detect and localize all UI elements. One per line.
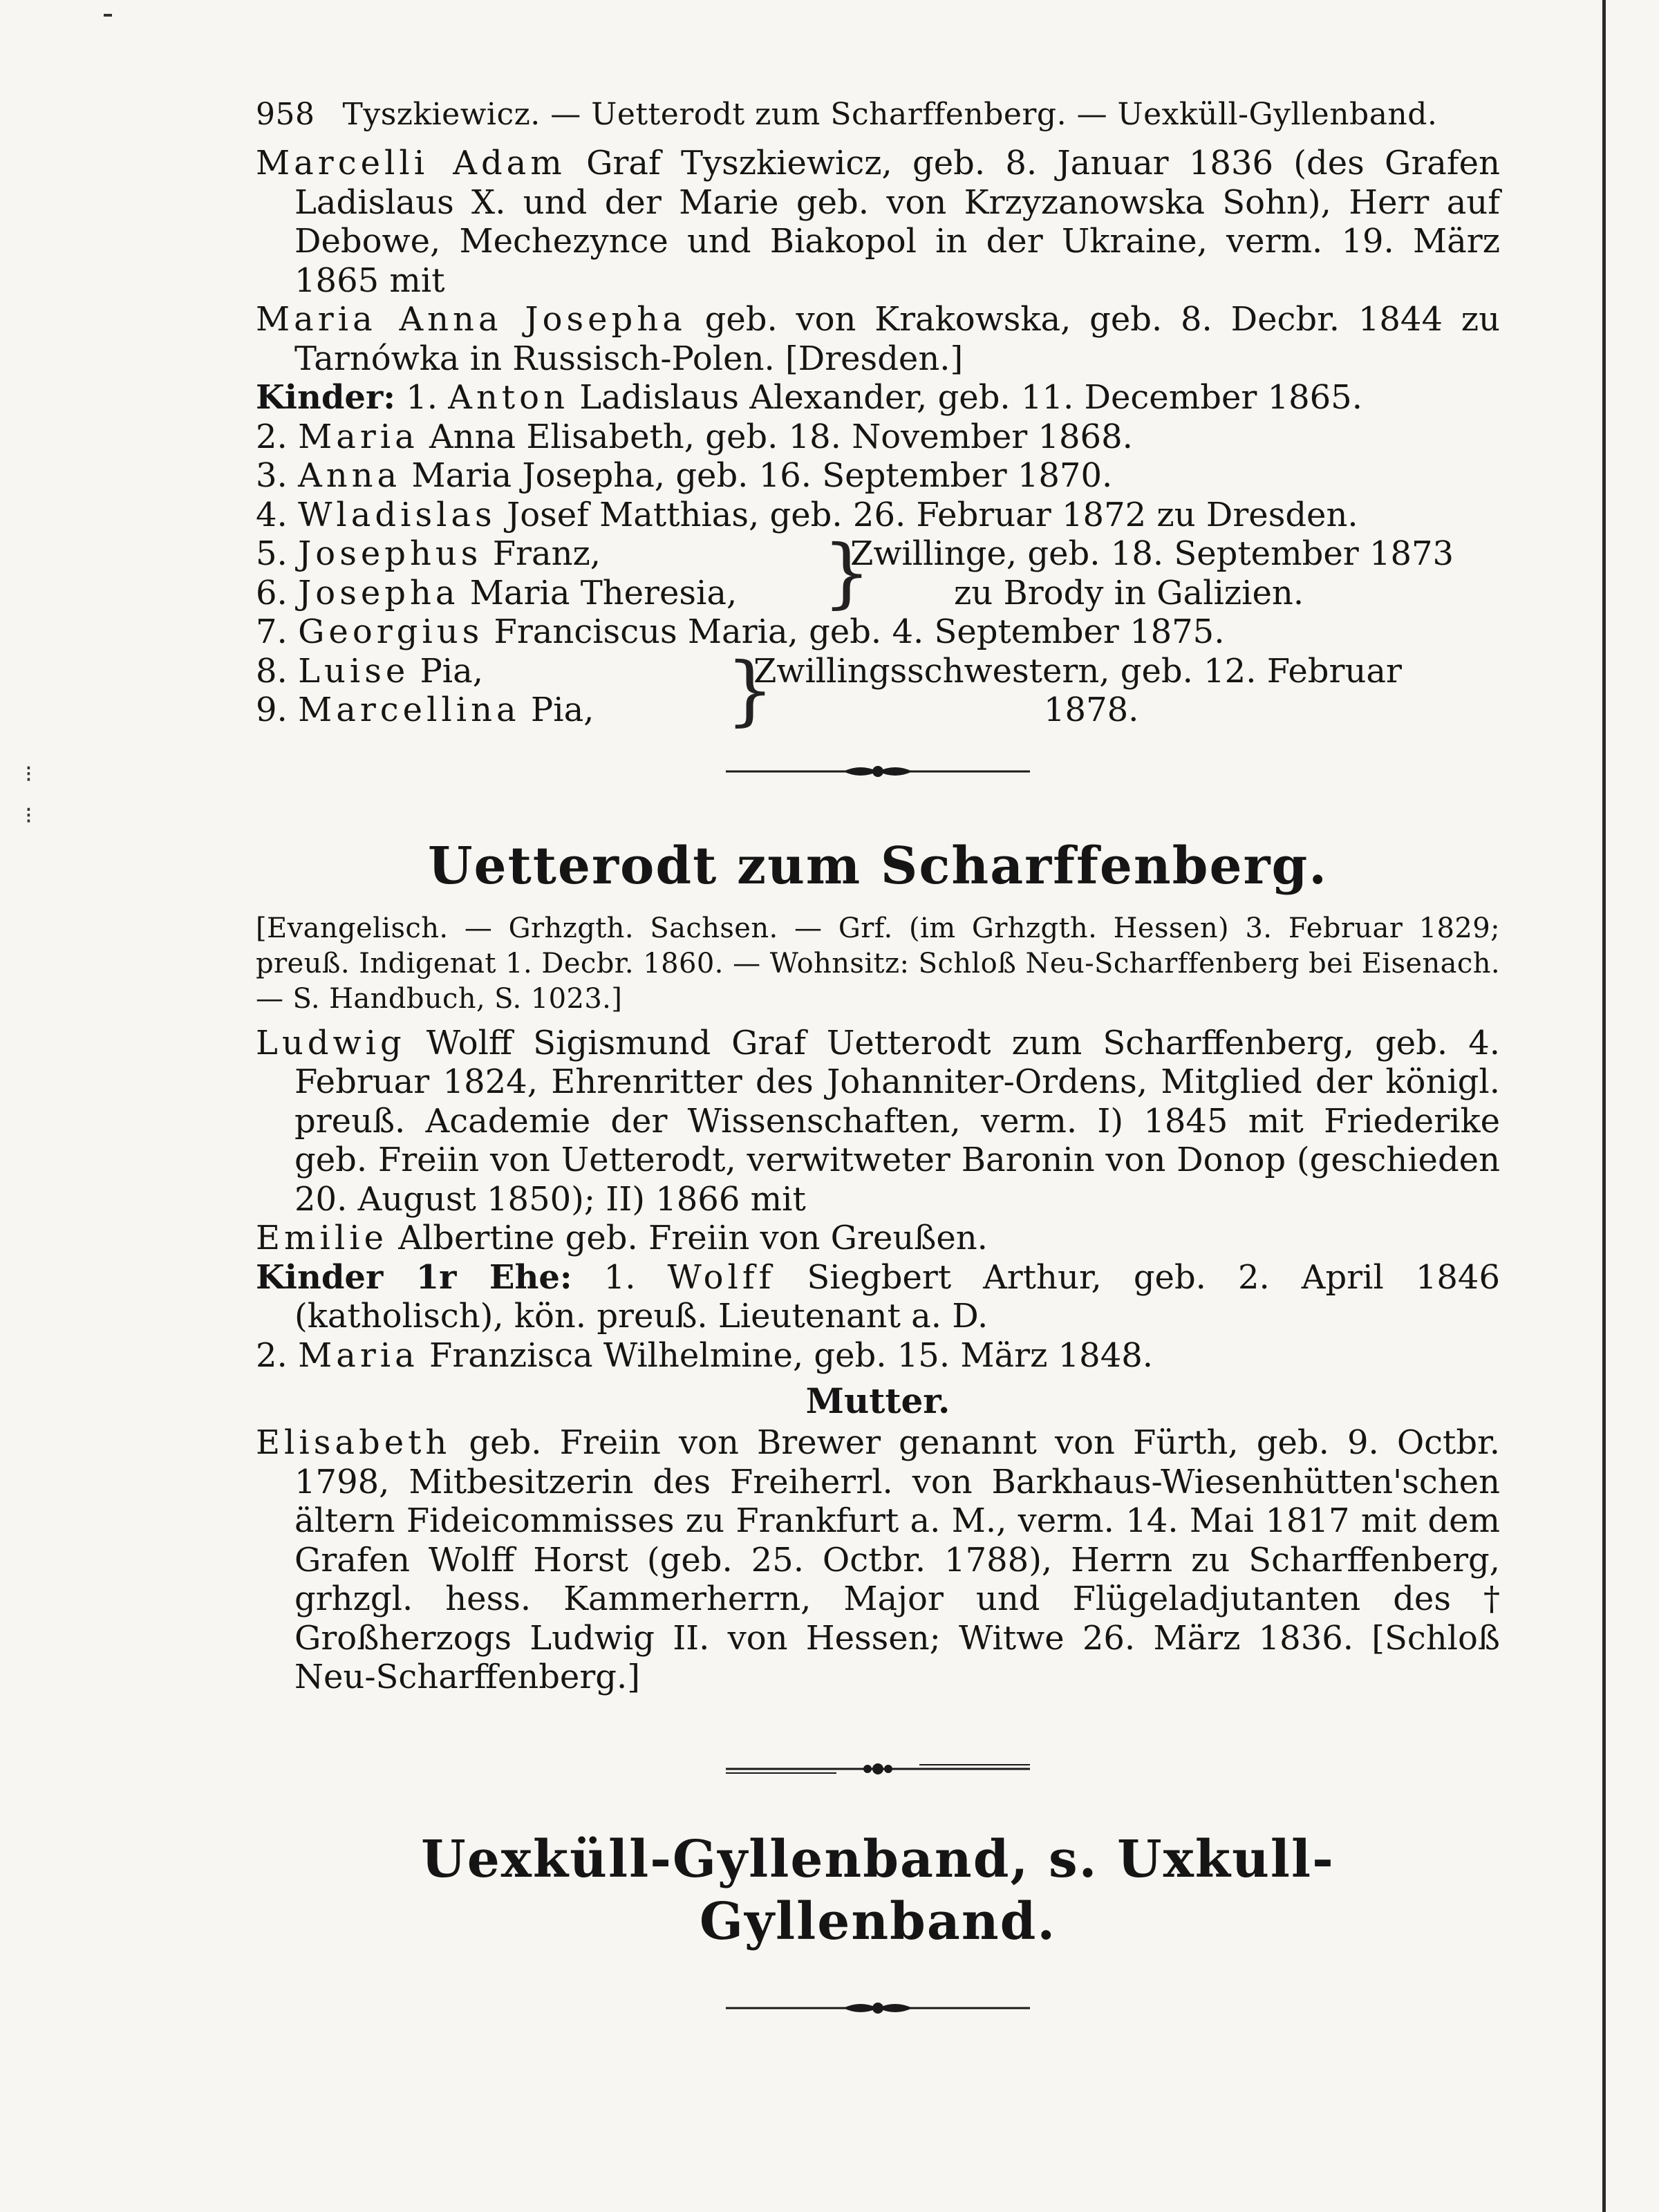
entry-text: Wolff Sigismund Graf Uetterodt zum Scharffenberg, geb. 4. Februar 1824, Ehrenritter des Johanniter-Ordens, Mitglied der königl. preuß. Academie der Wissenschaften, verm. I) 1845 mit Friederike geb. Freiin von Uetterodt, verwitweter Baronin von Donop (geschieden 20. August 1850); II) 1866 mit xyxy=(294,1023,1500,1219)
child-name: Luise xyxy=(298,651,410,691)
binding-edge xyxy=(1602,0,1647,2212)
wife-text: Albertine geb. Freiin von Greußen. xyxy=(388,1219,988,1257)
running-header xyxy=(256,88,1500,141)
child-name: Wladislas xyxy=(298,495,496,534)
child-name: Maria xyxy=(298,417,419,456)
entry-emilie xyxy=(256,1219,1500,1258)
children-label: Kinder: xyxy=(256,378,395,417)
child-line-2: 2. Maria Anna Elisabeth, geb. 18. November 1868. xyxy=(256,417,1133,456)
margin-marks: ⁝ ⁝ xyxy=(25,760,32,830)
section-meta: [Evangelisch. — Grhzgth. Sachsen. — Grf. (im Grhzgth. Hessen) 3. Februar 1829; preuß. Indigenat 1. Decbr. 1860. — Wohnsitz: Schloß Neu-Scharffenberg bei Eisenach. — S. Handbuch, S. 1023.] xyxy=(256,912,1500,1015)
entry-name: Ludwig xyxy=(256,1023,406,1062)
mother-heading: Mutter. xyxy=(805,1380,950,1421)
child-name: Josepha xyxy=(298,573,460,612)
brace-icon: } xyxy=(726,645,774,734)
entry-child-1: Kinder 1r Ehe: 1. Wolff Siegbert Arthur, geb. 2. April 1846 (katholisch), kön. preuß. Lieutenant a. D. xyxy=(256,1257,1501,1335)
twin-names: 5. Josephus Franz, 6. Josepha Maria Theresia, xyxy=(256,534,738,612)
entry-ludwig xyxy=(256,1024,1500,1219)
section-title-uetterodt: Uetterodt zum Scharffenberg. xyxy=(427,836,1329,896)
child-name: Anton xyxy=(448,378,569,417)
child-name: Georgius xyxy=(298,612,484,651)
child-line-1: Kinder: 1. Anton Ladislaus Alexander, geb. 11. December 1865. xyxy=(256,378,1362,417)
wife-name: Maria Anna Josepha xyxy=(256,300,686,339)
entry-name: Marcelli Adam xyxy=(256,144,566,182)
entry-mother xyxy=(256,1423,1500,1697)
twin-note: Zwillingsschwestern, geb. 12. Februar 1878. xyxy=(753,651,1402,729)
child-line-7: 7. Georgius Franciscus Maria, geb. 4. September 1875. xyxy=(256,612,1225,651)
twin-names: 8. Luise Pia, 9. Marcellina Pia, xyxy=(256,651,594,729)
wife-name: Emilie xyxy=(256,1219,388,1257)
ornament-divider-icon xyxy=(726,758,1030,785)
twins-group-2 xyxy=(256,645,1500,734)
page xyxy=(256,88,1500,2022)
child-line-3: 3. Anna Maria Josepha, geb. 16. September 1870. xyxy=(256,456,1113,495)
mother-text: geb. Freiin von Brewer genannt von Fürth, geb. 9. Octbr. 1798, Mitbesitzerin des Freiherrl. von Barkhaus-Wiesenhütten'schen ältern Fideicommisses zu Frankfurt a. M., verm. 14. Mai 1817 mit dem Grafen Wolff Horst (geb. 25. Octbr. 1788), Herrn zu Scharffenberg, grhzgl. hess. Kammerherrn, Major und Flügeladjutanten des † Großherzogs Ludwig II. von Hessen; Witwe 26. März 1836. [Schloß Neu-Scharffenberg.] xyxy=(294,1423,1500,1696)
entry-marcelli xyxy=(256,144,1500,300)
section-title-uexkuell: Uexküll-Gyllenband, s. Uxkull-Gyllenband. xyxy=(421,1829,1335,1951)
running-title: Tyszkiewicz. — Uetterodt zum Scharffenberg. — Uexküll-Gyllenband. xyxy=(342,97,1438,132)
child-name: Wolff xyxy=(667,1257,776,1297)
entry-child-2: 2. Maria Franzisca Wilhelmine, geb. 15. März 1848. xyxy=(256,1335,1154,1375)
child-name: Anna xyxy=(298,456,402,495)
children-label: Kinder 1r Ehe: xyxy=(256,1257,572,1297)
child-name: Marcellina xyxy=(298,691,521,729)
twins-group-1 xyxy=(256,528,1500,617)
entry-wife xyxy=(256,300,1500,378)
entry-text: Graf Tyszkiewicz, geb. 8. Januar 1836 (des Grafen Ladislaus X. und der Marie geb. von Krzyzanowska Sohn), Herr auf Debowe, Mechezynce und Biakopol in der Ukraine, verm. 19. März 1865 mit xyxy=(294,144,1500,300)
scan-speck xyxy=(104,14,112,17)
ornament-divider-icon xyxy=(726,1755,1030,1783)
twin-note: Zwillinge, geb. 18. September 1873 zu Brody in Galizien. xyxy=(850,534,1454,612)
mother-name: Elisabeth xyxy=(256,1423,451,1462)
page-number: 958 xyxy=(256,97,315,132)
child-name: Josephus xyxy=(298,534,482,573)
child-line-4: 4. Wladislas Josef Matthias, geb. 26. Februar 1872 zu Dresden. xyxy=(256,495,1358,534)
child-name: Maria xyxy=(298,1335,419,1375)
wife-text: geb. von Krakowska, geb. 8. Decbr. 1844 zu Tarnówka in Russisch-Polen. [Dresden.] xyxy=(294,300,1500,378)
ornament-divider-icon xyxy=(726,1994,1030,2022)
brace-icon: } xyxy=(823,528,871,617)
